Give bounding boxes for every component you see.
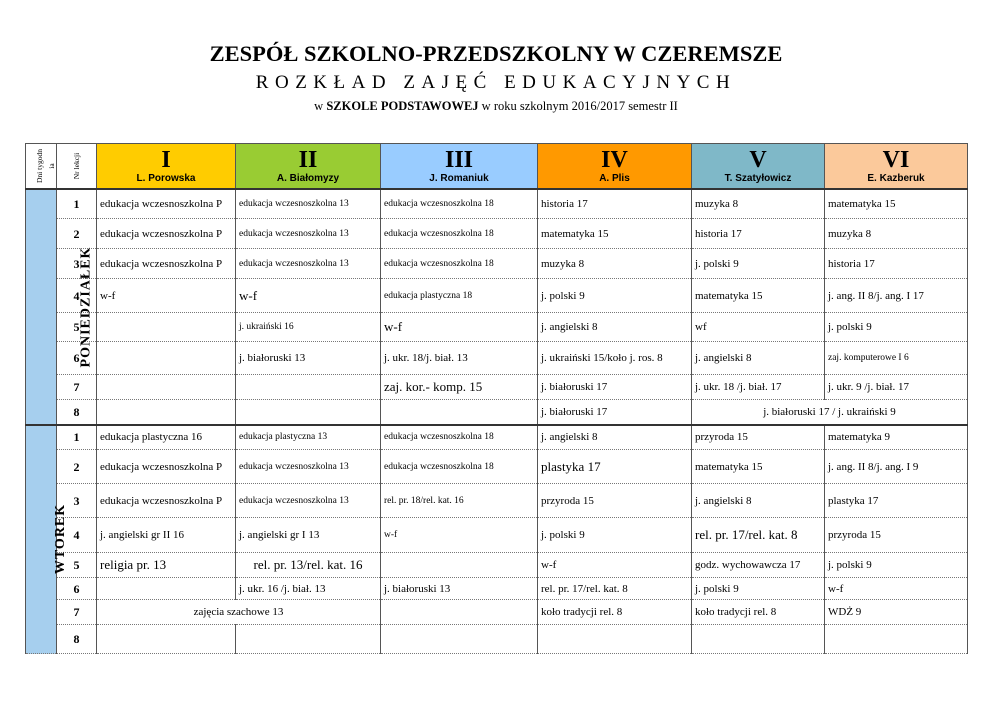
schedule-cell: wf <box>692 313 825 342</box>
schedule-cell: matematyka 9 <box>825 425 968 450</box>
lesson-number: 1 <box>57 189 97 219</box>
lesson-row <box>26 450 968 484</box>
schedule-cell: j. białoruski 13 <box>381 578 538 600</box>
schedule-cell: j. białoruski 13 <box>236 342 381 375</box>
schedule-cell: w-f <box>538 553 692 578</box>
schedule-cell: rel. pr. 17/rel. kat. 8 <box>538 578 692 600</box>
lesson-number: 2 <box>57 219 97 249</box>
schedule-cell: matematyka 15 <box>692 279 825 313</box>
schedule-cell: edukacja plastyczna 18 <box>381 279 538 313</box>
lesson-number: 6 <box>57 578 97 600</box>
lesson-number: 7 <box>57 375 97 400</box>
schedule-cell: j. ukraiński 16 <box>236 313 381 342</box>
schedule-cell: zajęcia szachowe 13 <box>97 600 381 625</box>
lesson-row <box>26 600 968 625</box>
schedule-cell: j. polski 9 <box>825 553 968 578</box>
lesson-row <box>26 553 968 578</box>
class-header-vi <box>825 144 968 189</box>
schedule-cell: przyroda 15 <box>692 425 825 450</box>
schedule-cell: koło tradycji rel. 8 <box>692 600 825 625</box>
schedule-cell: j. ukr. 18/j. biał. 13 <box>381 342 538 375</box>
schedule-cell: przyroda 15 <box>825 518 968 553</box>
class-header-i <box>97 144 236 189</box>
schedule-cell <box>236 375 381 400</box>
schedule-cell: matematyka 15 <box>692 450 825 484</box>
lesson-number: 3 <box>57 484 97 518</box>
schedule-cell <box>538 625 692 654</box>
schedule-cell: j. polski 9 <box>692 578 825 600</box>
schedule-cell: j. angielski 8 <box>692 484 825 518</box>
schedule-cell: j. angielski gr I 13 <box>236 518 381 553</box>
class-header-iii <box>381 144 538 189</box>
schedule-cell: j. angielski gr II 16 <box>97 518 236 553</box>
lesson-row <box>26 578 968 600</box>
class-header-ii <box>236 144 381 189</box>
class-number: I <box>161 146 171 173</box>
school-title: ZESPÓŁ SZKOLNO-PRZEDSZKOLNY W CZEREMSZE <box>209 41 783 66</box>
class-teacher: L. Porowska <box>136 172 196 184</box>
schedule-cell: WDŻ 9 <box>825 600 968 625</box>
lesson-row <box>26 375 968 400</box>
schedule-table <box>25 143 968 654</box>
corner-day-label: Dni tygodn ia <box>26 144 57 189</box>
schedule-cell: muzyka 8 <box>692 189 825 219</box>
schedule-cell <box>97 342 236 375</box>
lesson-number: 2 <box>57 450 97 484</box>
schedule-info <box>0 98 992 114</box>
schedule-cell: j. ukr. 16 /j. biał. 13 <box>236 578 381 600</box>
schedule-cell: j. ang. II 8/j. ang. I 9 <box>825 450 968 484</box>
lesson-row <box>26 279 968 313</box>
schedule-cell: edukacja wczesnoszkolna P <box>97 189 236 219</box>
class-number: IV <box>601 146 628 173</box>
schedule-cell <box>97 375 236 400</box>
class-teacher: A. Plis <box>599 172 630 184</box>
lesson-number: 6 <box>57 342 97 375</box>
schedule-cell: j. białoruski 17 <box>538 400 692 425</box>
lesson-number: 8 <box>57 625 97 654</box>
lesson-row <box>26 342 968 375</box>
schedule-cell: rel. pr. 18/rel. kat. 16 <box>381 484 538 518</box>
schedule-cell <box>97 400 236 425</box>
schedule-cell: zaj. kor.- komp. 15 <box>381 375 538 400</box>
schedule-cell: religia pr. 13 <box>97 553 236 578</box>
schedule-cell: matematyka 15 <box>538 219 692 249</box>
schedule-cell: edukacja wczesnoszkolna P <box>97 249 236 279</box>
schedule-cell: rel. pr. 17/rel. kat. 8 <box>692 518 825 553</box>
lesson-number: 3 <box>57 249 97 279</box>
class-header-iv <box>538 144 692 189</box>
class-teacher: A. Białomyzy <box>276 172 340 184</box>
schedule-cell: edukacja wczesnoszkolna 18 <box>381 189 538 219</box>
class-number: III <box>444 146 474 173</box>
schedule-cell: j. angielski 8 <box>538 313 692 342</box>
lesson-row <box>26 518 968 553</box>
schedule-cell: edukacja wczesnoszkolna 13 <box>236 219 381 249</box>
class-teacher: T. Szatyłowicz <box>724 172 792 184</box>
schedule-cell: przyroda 15 <box>538 484 692 518</box>
schedule-cell: j. angielski 8 <box>538 425 692 450</box>
lesson-row <box>26 484 968 518</box>
schedule-cell: edukacja wczesnoszkolna 13 <box>236 450 381 484</box>
schedule-cell: muzyka 8 <box>538 249 692 279</box>
class-teacher: E. Kazberuk <box>867 172 925 184</box>
lesson-row <box>26 249 968 279</box>
schedule-cell: zaj. komputerowe I 6 <box>825 342 968 375</box>
schedule-cell: edukacja plastyczna 13 <box>236 425 381 450</box>
schedule-cell <box>97 578 236 600</box>
schedule-cell: edukacja wczesnoszkolna 18 <box>381 249 538 279</box>
lesson-row <box>26 219 968 249</box>
schedule-cell: edukacja wczesnoszkolna 18 <box>381 425 538 450</box>
lesson-row <box>26 425 968 450</box>
schedule-cell <box>692 625 825 654</box>
schedule-cell: edukacja wczesnoszkolna 18 <box>381 219 538 249</box>
schedule-cell: j. polski 9 <box>825 313 968 342</box>
class-teacher: J. Romaniuk <box>429 172 489 184</box>
schedule-cell <box>381 625 538 654</box>
schedule-cell: edukacja plastyczna 16 <box>97 425 236 450</box>
lesson-number: 1 <box>57 425 97 450</box>
corner-lesson-label: Nr lekcji <box>57 144 97 189</box>
schedule-cell <box>825 625 968 654</box>
class-header-v <box>692 144 825 189</box>
lesson-number: 5 <box>57 313 97 342</box>
schedule-cell: historia 17 <box>538 189 692 219</box>
lesson-row <box>26 400 968 425</box>
lesson-row <box>26 625 968 654</box>
schedule-cell: muzyka 8 <box>825 219 968 249</box>
schedule-cell: rel. pr. 13/rel. kat. 16 <box>236 553 381 578</box>
schedule-cell: w-f <box>825 578 968 600</box>
info-prefix: w <box>314 99 324 113</box>
schedule-cell: plastyka 17 <box>538 450 692 484</box>
day-label: WTOREK <box>26 425 57 654</box>
schedule-cell: w-f <box>236 279 381 313</box>
class-number: V <box>749 146 767 173</box>
lesson-number: 4 <box>57 518 97 553</box>
lesson-number: 8 <box>57 400 97 425</box>
schedule-cell: j. polski 9 <box>538 518 692 553</box>
lesson-number: 5 <box>57 553 97 578</box>
schedule-cell <box>381 600 538 625</box>
schedule-cell: w-f <box>97 279 236 313</box>
class-number: II <box>298 146 318 173</box>
schedule-cell: j. białoruski 17 <box>538 375 692 400</box>
schedule-cell: edukacja wczesnoszkolna 13 <box>236 484 381 518</box>
schedule-cell: edukacja wczesnoszkolna P <box>97 219 236 249</box>
schedule-cell <box>381 400 538 425</box>
lesson-row <box>26 313 968 342</box>
schedule-cell: edukacja wczesnoszkolna 18 <box>381 450 538 484</box>
schedule-cell: w-f <box>381 518 538 553</box>
schedule-subtitle: ROZKŁAD ZAJĘĆ EDUKACYJNYCH <box>255 72 737 93</box>
schedule-cell: j. ang. II 8/j. ang. I 17 <box>825 279 968 313</box>
schedule-cell: historia 17 <box>692 219 825 249</box>
schedule-cell: j. polski 9 <box>538 279 692 313</box>
schedule-cell: edukacja wczesnoszkolna P <box>97 484 236 518</box>
schedule-cell: edukacja wczesnoszkolna P <box>97 450 236 484</box>
schedule-cell: koło tradycji rel. 8 <box>538 600 692 625</box>
schedule-cell <box>97 313 236 342</box>
schedule-cell: j. ukr. 9 /j. biał. 17 <box>825 375 968 400</box>
schedule-cell: edukacja wczesnoszkolna 13 <box>236 189 381 219</box>
info-suffix: w roku szkolnym 2016/2017 semestr II <box>481 99 678 113</box>
class-number: VI <box>882 146 910 173</box>
schedule-cell: historia 17 <box>825 249 968 279</box>
schedule-cell <box>236 400 381 425</box>
schedule-cell <box>97 625 236 654</box>
schedule-cell: edukacja wczesnoszkolna 13 <box>236 249 381 279</box>
schedule-cell: j. angielski 8 <box>692 342 825 375</box>
lesson-number: 4 <box>57 279 97 313</box>
schedule-cell: j. ukraiński 15/koło j. ros. 8 <box>538 342 692 375</box>
day-label: PONIEDZIAŁEK <box>26 189 57 425</box>
schedule-cell: j. ukr. 18 /j. biał. 17 <box>692 375 825 400</box>
schedule-cell: godz. wychowawcza 17 <box>692 553 825 578</box>
info-school: SZKOLE PODSTAWOWEJ <box>326 99 479 113</box>
schedule-cell: j. polski 9 <box>692 249 825 279</box>
schedule-cell: j. białoruski 17 / j. ukraiński 9 <box>692 400 968 425</box>
schedule-cell <box>381 553 538 578</box>
schedule-cell: plastyka 17 <box>825 484 968 518</box>
header-row <box>26 144 968 189</box>
schedule-cell <box>236 625 381 654</box>
schedule-cell: matematyka 15 <box>825 189 968 219</box>
schedule-cell: w-f <box>381 313 538 342</box>
lesson-row <box>26 189 968 219</box>
lesson-number: 7 <box>57 600 97 625</box>
